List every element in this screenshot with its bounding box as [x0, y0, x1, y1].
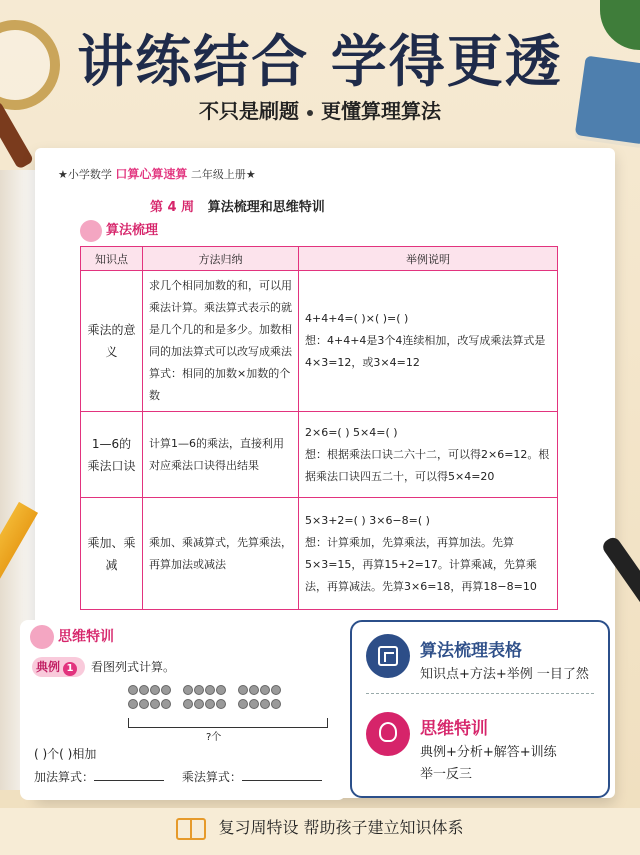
- add-formula-blank: [94, 780, 164, 781]
- table-row: [81, 271, 558, 412]
- example-badge: [32, 657, 85, 677]
- feature-desc-line2: 举一反三: [420, 767, 473, 782]
- brace-bracket: [128, 718, 328, 728]
- table-cell-knowledge: 乘加、乘减: [81, 498, 143, 610]
- table-cell-method: 求几个相同加数的和，可以用乘法计算。乘法算式表示的就是几个几的和是多少。加数相同的加法算式可以改写成乘法算式：相同的加数×加数的个数: [143, 271, 299, 412]
- pea-pods-illustration: [128, 685, 328, 713]
- example-line2: 想：4+4+4是3个4连续相加，改写成乘法算式是4×3=12，或3×4=12: [305, 334, 546, 369]
- monkey-mascot-icon: [30, 625, 54, 649]
- dot-separator: [307, 110, 313, 116]
- table-row: [81, 498, 558, 610]
- header-grade: 二年级上册★: [190, 168, 256, 181]
- feature-desc: 知识点+方法+举例 一目了然: [420, 667, 589, 682]
- header-brand: 口算心算速算: [115, 167, 188, 181]
- table-row: [81, 412, 558, 498]
- formula-line: [34, 768, 322, 785]
- monkey-mascot-icon: [80, 220, 102, 242]
- subheadline: [0, 95, 640, 124]
- feature-title: 思维特训: [420, 719, 488, 739]
- feature-divider: [366, 693, 594, 694]
- table-cell-method: 乘加、乘减算式，先算乘法，再算加法或减法: [143, 498, 299, 610]
- table-cell-example: [299, 412, 558, 498]
- fill-blank-text: ( )个( )相加: [34, 747, 97, 761]
- book-header: [58, 165, 256, 182]
- table-header: 方法归纳: [143, 247, 299, 271]
- headline: 讲练结合 学得更透: [77, 30, 563, 95]
- footer-text: 复习周特设 帮助孩子建立知识体系: [218, 818, 464, 837]
- table-cell-example: [299, 271, 558, 412]
- table-cell-knowledge: 乘法的意义: [81, 271, 143, 412]
- mul-formula-blank: [242, 780, 322, 781]
- example-row: [32, 657, 175, 677]
- open-book-icon: [176, 818, 206, 840]
- mul-formula-label: 乘法算式：: [181, 770, 242, 784]
- subline-part1: 不只是刷题: [199, 99, 299, 123]
- section-algorithm: [80, 219, 158, 242]
- example-line1: 5×3+2=( ) 3×6−8=( ): [305, 513, 430, 527]
- feature-desc: [420, 742, 557, 786]
- table-cell-example: [299, 498, 558, 610]
- feature-title: 算法梳理表格: [420, 641, 522, 661]
- lightbulb-icon: [366, 712, 410, 756]
- example-line2: 想：根据乘法口诀二六十二，可以得2×6=12。根据乘法口诀四五二十，可以得5×4=20: [305, 447, 550, 483]
- example-badge-label: 典例: [36, 660, 61, 674]
- feature-desc-line1: 典例+分析+解答+训练: [420, 745, 557, 760]
- example-number: 1: [63, 662, 77, 676]
- table-header: 知识点: [81, 247, 143, 271]
- section-thinking: [30, 625, 114, 649]
- example-line1: 2×6=( ) 5×4=( ): [305, 425, 398, 439]
- subline-part2: 更懂算理算法: [321, 99, 441, 123]
- table-header: 举例说明: [299, 247, 558, 271]
- week-topic: 算法梳理和思维特训: [207, 200, 325, 215]
- week-number: 第 4 周: [150, 200, 195, 215]
- table-cell-method: 计算1—6的乘法，直接利用对应乘法口诀得出结果: [143, 412, 299, 498]
- add-formula-label: 加法算式：: [34, 770, 95, 784]
- week-title: [150, 196, 325, 215]
- table-cell-knowledge: 1—6的乘法口诀: [81, 412, 143, 498]
- brace-label: ?个: [206, 732, 222, 743]
- section-algorithm-label: 算法梳理: [106, 223, 159, 238]
- example-line2: 想：计算乘加，先算乘法，再算加法。先算5×3=15，再算15+2=17。计算乘减，先算乘法，再算减法。先算3×6=18，再算18−8=10: [305, 535, 537, 593]
- example-line1: 4+4+4=( )×( )=( ): [305, 312, 409, 325]
- header-subject: ★小学数学: [58, 168, 112, 181]
- example-instruction: 看图列式计算。: [91, 660, 176, 674]
- footer-banner: [0, 808, 640, 855]
- section-thinking-label: 思维特训: [58, 629, 114, 645]
- knowledge-table: [80, 246, 558, 610]
- table-grid-icon: [366, 634, 410, 678]
